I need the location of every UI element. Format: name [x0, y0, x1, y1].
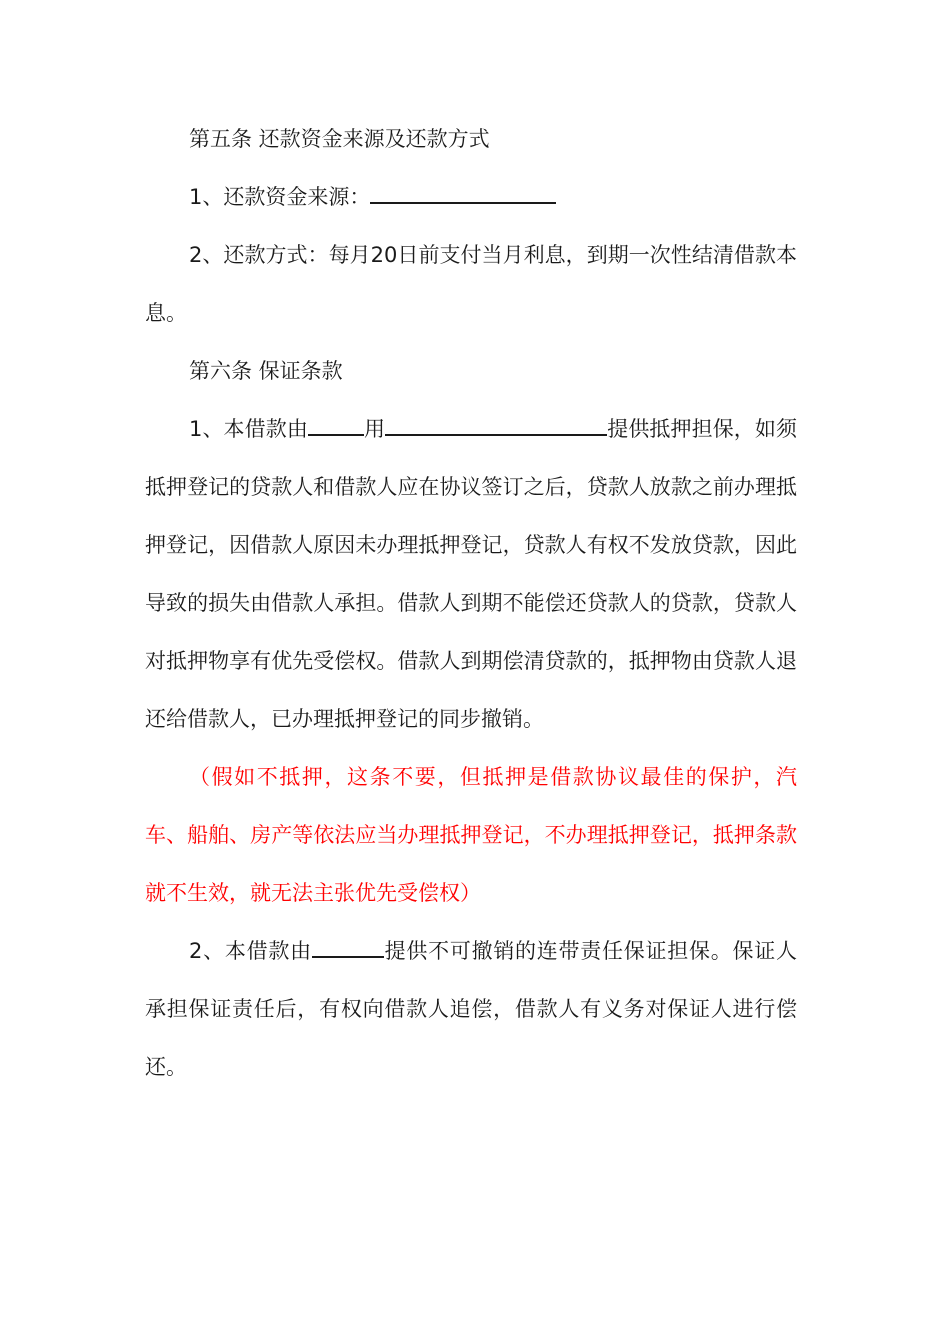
- mortgage-clause-rest: 提供抵押担保，如须抵押登记的贷款人和借款人应在协议签订之后，贷款人放款之前办理抵押登记，因借款人原因未办理抵押登记，贷款人有权不发放贷款，因此导致的损失由借款人承担。借款人到期不能偿还贷款人的贷款，贷款人对抵押物享有优先受偿权。借款人到期偿清贷款的，抵押物由贷款人退还给借款人，已办理抵押登记的同步撤销。: [145, 417, 798, 731]
- article-6-item-2: [145, 922, 797, 1096]
- guarantee-clause-rest: 提供不可撤销的连带责任保证担保。保证人承担保证责任后，有权向借款人追偿，借款人有义务对保证人进行偿还。: [145, 939, 797, 1079]
- guarantee-clause-prefix: 2、本借款由: [189, 939, 312, 963]
- guarantor-blank: [312, 936, 384, 958]
- mortgagor-blank: [308, 414, 364, 436]
- repayment-source-label: 1、还款资金来源：: [189, 185, 371, 209]
- document-body: [145, 110, 797, 1096]
- mortgage-clause-prefix: 1、本借款由: [189, 417, 308, 441]
- article-6-item-1: [145, 400, 797, 748]
- collateral-blank: [385, 414, 607, 436]
- article-5-heading: 第五条 还款资金来源及还款方式: [189, 127, 490, 151]
- mortgage-clause-mid: 用: [363, 417, 386, 441]
- article-5-item-2: 2、还款方式：每月20日前支付当月利息，到期一次性结清借款本息。: [145, 243, 797, 325]
- article-5-item-1: [145, 168, 797, 226]
- mortgage-note: （假如不抵押，这条不要，但抵押是借款协议最佳的保护，汽车、船舶、房产等依法应当办理抵押登记，不办理抵押登记，抵押条款就不生效，就无法主张优先受偿权）: [145, 765, 797, 905]
- article-6-heading: 第六条 保证条款: [189, 359, 343, 383]
- repayment-source-blank: [370, 182, 556, 204]
